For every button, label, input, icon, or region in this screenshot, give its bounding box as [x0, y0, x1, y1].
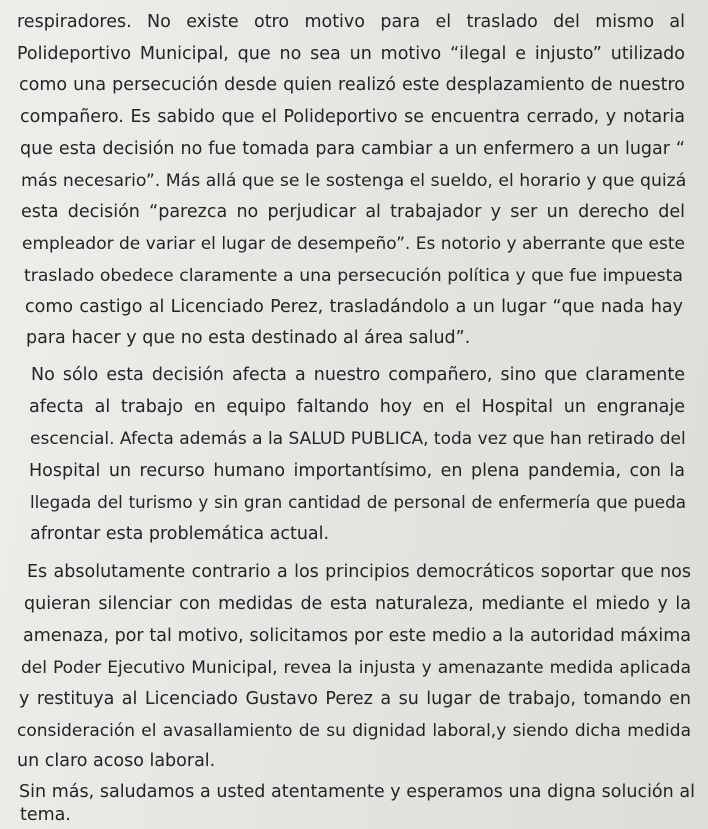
text-line: como castigo al Licenciado Perez, trasladándolo a un lugar “que nada hay	[25, 297, 683, 317]
text-line: Polideportivo Municipal, que no sea un motivo “ilegal e injusto” utilizado	[17, 44, 685, 64]
text-line: respiradores. No existe otro motivo para el traslado del mismo al	[17, 12, 685, 32]
text-line: Es absolutamente contrario a los principios democráticos soportar que nos	[27, 562, 691, 582]
text-line: escencial. Afecta además a la SALUD PUBLICA, toda vez que han retirado del	[30, 429, 686, 449]
text-line: afecta al trabajo en equipo faltando hoy en el Hospital un engranaje	[29, 397, 685, 417]
text-line: afrontar esta problemática actual.	[30, 524, 330, 544]
text-line: más necesario”. Más allá que se le sostenga el sueldo, el horario y que quizá	[21, 171, 687, 191]
text-line: traslado obedece claramente a una persecución política y que fue impuesta	[24, 266, 683, 286]
text-line: y restituya al Licenciado Gustavo Perez a su lugar de trabajo, tomando en	[19, 689, 691, 709]
text-line: como una persecución desde quien realizó este desplazamiento de nuestro	[19, 75, 685, 95]
text-line: consideración el avasallamiento de su dignidad laboral,y siendo dicha medida	[17, 721, 691, 741]
text-line: que esta decisión no fue tomada para cambiar a un enfermero a un lugar “	[20, 139, 685, 159]
text-line: para hacer y que no esta destinado al área salud”.	[26, 328, 471, 348]
text-line: un claro acoso laboral.	[17, 751, 216, 771]
text-line: Hospital un recurso humano importantísimo, en plena pandemia, con la	[29, 461, 685, 481]
text-line: tema.	[20, 805, 71, 825]
text-line: del Poder Ejecutivo Municipal, revea la injusta y amenazante medida aplicada	[21, 658, 691, 678]
text-line: Sin más, saludamos a usted atentamente y esperamos una digna solución al	[19, 782, 695, 802]
text-line: quieran silenciar con medidas de esta naturaleza, mediante el miedo y la	[24, 594, 691, 614]
text-line: compañero. Es sabido que el Polideportivo se encuentra cerrado, y notaria	[20, 107, 685, 127]
text-line: llegada del turismo y sin gran cantidad de personal de enfermería que pueda	[30, 492, 686, 512]
text-line: amenaza, por tal motivo, solicitamos por este medio a la autoridad máxima	[23, 626, 691, 646]
text-line: esta decisión “parezca no perjudicar al trabajador y ser un derecho del	[21, 202, 685, 222]
text-line: empleador de variar el lugar de desempeño”. Es notorio y aberrante que este	[22, 234, 685, 254]
text-line: No sólo esta decisión afecta a nuestro compañero, sino que claramente	[31, 365, 685, 385]
